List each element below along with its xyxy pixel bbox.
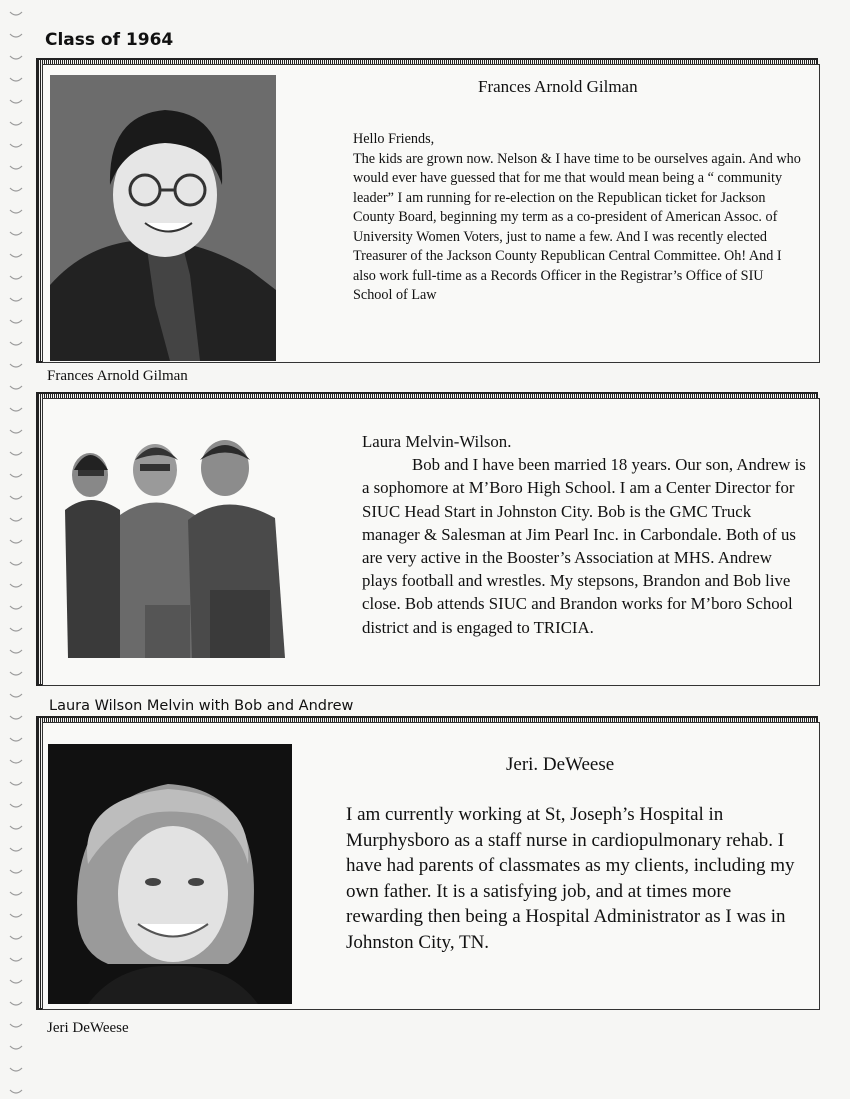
photo-caption: Frances Arnold Gilman bbox=[47, 368, 188, 384]
profile-body: The kids are grown now. Nelson & I have time to be ourselves again. And who would ever have guessed that for me that would mean being a “ community leader” I am running for re-election on the Republican ticket for Jackson County Board, beginning my term as a co-president of American Assoc. of University Women Voters, just to name a few. And I was recently elected Treasurer of the Jackson County Republican Central Committee. Oh! And I also work full-time as a Records Officer in the Registrar’s Office of SIU School of Law bbox=[353, 150, 801, 303]
portrait-image bbox=[48, 744, 292, 1004]
profile-text bbox=[353, 130, 801, 306]
photo-caption: Laura Wilson Melvin with Bob and Andrew bbox=[49, 698, 354, 714]
photo-caption: Jeri DeWeese bbox=[47, 1020, 129, 1036]
group-image bbox=[60, 430, 310, 658]
group-photo bbox=[60, 430, 310, 658]
profile-title: Frances Arnold Gilman bbox=[478, 77, 638, 96]
profile-text bbox=[362, 430, 807, 639]
spiral-binding bbox=[6, 0, 24, 1099]
profile-body: I am currently working at St, Joseph’s Hospital in Murphysboro as a staff nurse in cardiopulmonary rehab. I have had parents of classmates as my clients, including my own father. It is a satisfying job, and at times more rewarding then being a Hospital Administrator as I was in Johnston City, TN. bbox=[346, 804, 795, 953]
portrait-photo bbox=[48, 744, 292, 1004]
profile-greeting: Hello Friends, bbox=[353, 131, 435, 147]
profile-title: Jeri. DeWeese bbox=[506, 754, 615, 775]
profile-title: Laura Melvin-Wilson. bbox=[362, 432, 512, 451]
page-header: Class of 1964 bbox=[45, 30, 174, 50]
portrait-photo bbox=[50, 75, 276, 361]
profile-body: Bob and I have been married 18 years. Our son, Andrew is a sophomore at M’Boro High School. I am a Center Director for SIUC Head Start in Johnston City. Bob is the GMC Truck manager & Salesman at Jim Pearl Inc. in Carbondale. Both of us are very active in the Booster’s Association at MHS. Andrew plays football and wrestles. My stepsons, Brandon and Bob live close. Bob attends SIUC and Brandon works for M’boro School district and is engaged to TRICIA. bbox=[362, 455, 806, 637]
portrait-image bbox=[50, 75, 276, 361]
